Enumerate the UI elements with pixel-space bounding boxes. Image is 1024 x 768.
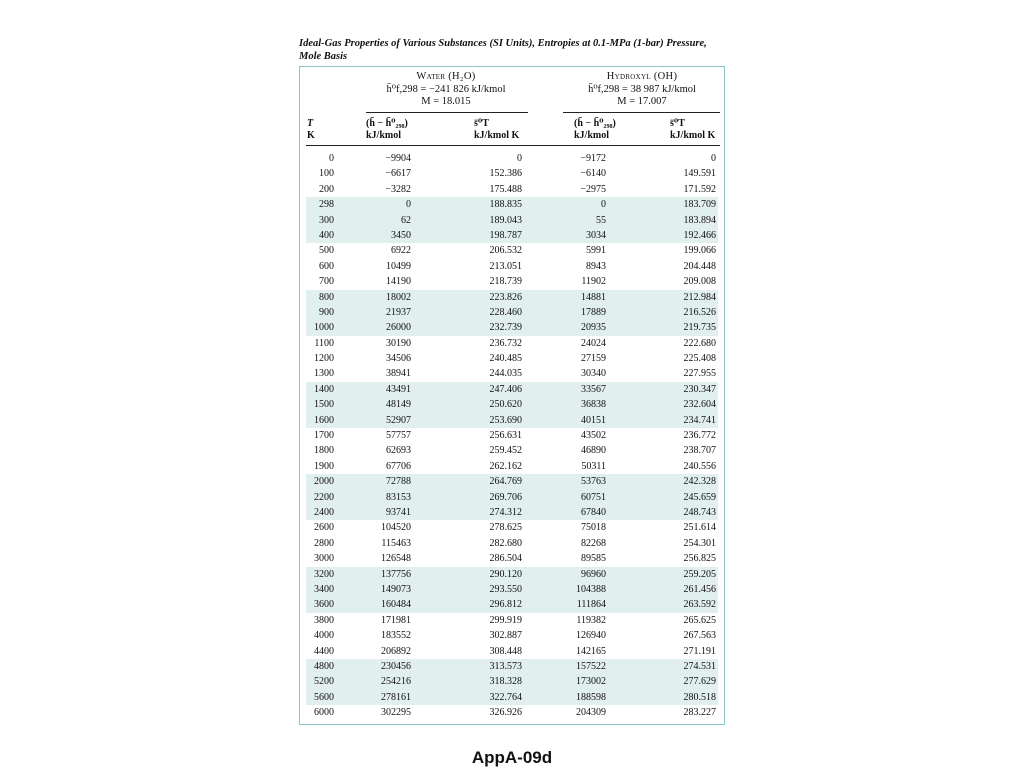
cell-temperature: 1900 xyxy=(314,460,334,472)
cell-temperature: 1200 xyxy=(314,353,334,365)
cell-hydroxyl-enthalpy: 173002 xyxy=(576,676,606,688)
cell-hydroxyl-entropy: 280.518 xyxy=(683,691,716,703)
cell-water-enthalpy: 43491 xyxy=(386,383,411,395)
table-row xyxy=(306,490,718,505)
table-row xyxy=(306,228,718,243)
cell-hydroxyl-entropy: 259.205 xyxy=(683,568,716,580)
cell-water-entropy: 282.680 xyxy=(489,537,522,549)
cell-hydroxyl-entropy: 277.629 xyxy=(683,676,716,688)
cell-water-entropy: 213.051 xyxy=(489,260,522,272)
hydroxyl-name: Hydroxyl (OH) xyxy=(606,71,678,82)
cell-hydroxyl-entropy: 225.408 xyxy=(683,353,716,365)
cell-water-entropy: 240.485 xyxy=(489,353,522,365)
property-table xyxy=(299,66,725,725)
cell-water-enthalpy: 302295 xyxy=(381,707,411,719)
table-row xyxy=(306,613,718,628)
cell-water-enthalpy: 26000 xyxy=(386,322,411,334)
cell-water-entropy: 244.035 xyxy=(489,368,522,380)
hydroxyl-enthalpy-formation: h̄⁰f,298 = 38 987 kJ/kmol xyxy=(588,83,696,95)
table-row xyxy=(306,397,718,412)
water-group-rule xyxy=(366,112,528,113)
cell-hydroxyl-entropy: 219.735 xyxy=(683,322,716,334)
table-row xyxy=(306,197,718,212)
col-hydroxyl-enthalpy-unit: kJ/kmol xyxy=(574,130,610,141)
slide-label: AppA-09d xyxy=(471,748,553,767)
cell-hydroxyl-enthalpy: 11902 xyxy=(581,276,606,288)
cell-water-enthalpy: 160484 xyxy=(381,599,411,611)
cell-water-entropy: 198.787 xyxy=(489,229,522,241)
cell-water-entropy: 326.926 xyxy=(489,707,522,719)
cell-water-entropy: 250.620 xyxy=(489,399,522,411)
cell-water-enthalpy: 171981 xyxy=(381,614,411,626)
cell-water-enthalpy: 254216 xyxy=(381,676,411,688)
cell-temperature: 300 xyxy=(319,214,334,226)
cell-hydroxyl-enthalpy: −9172 xyxy=(580,153,606,164)
table-row xyxy=(306,674,718,689)
cell-water-enthalpy: 0 xyxy=(406,199,411,211)
cell-temperature: 0 xyxy=(329,153,334,164)
table-row xyxy=(306,213,718,228)
cell-hydroxyl-entropy: 192.466 xyxy=(683,229,716,241)
table-row xyxy=(306,628,718,643)
cell-water-entropy: 296.812 xyxy=(489,599,522,611)
table-row xyxy=(306,274,718,289)
table-row xyxy=(306,536,718,551)
cell-temperature: 1600 xyxy=(314,414,334,426)
cell-water-enthalpy: 48149 xyxy=(386,399,411,411)
cell-water-enthalpy: 93741 xyxy=(386,506,411,518)
cell-temperature: 4800 xyxy=(314,660,334,672)
cell-hydroxyl-enthalpy: 142165 xyxy=(576,645,606,657)
cell-water-entropy: 188.835 xyxy=(489,199,522,211)
col-water-entropy-unit: kJ/kmol K xyxy=(474,130,520,141)
cell-hydroxyl-entropy: 204.448 xyxy=(683,260,716,272)
cell-water-entropy: 218.739 xyxy=(489,276,522,288)
cell-hydroxyl-enthalpy: 111864 xyxy=(576,599,606,611)
cell-temperature: 3200 xyxy=(314,568,334,580)
cell-temperature: 2000 xyxy=(314,476,334,488)
cell-temperature: 6000 xyxy=(314,707,334,719)
cell-water-entropy: 256.631 xyxy=(489,430,522,442)
cell-temperature: 298 xyxy=(319,199,334,211)
cell-hydroxyl-entropy: 242.328 xyxy=(683,476,716,488)
cell-hydroxyl-enthalpy: 104388 xyxy=(576,583,606,595)
cell-hydroxyl-enthalpy: −2975 xyxy=(580,183,606,195)
cell-hydroxyl-enthalpy: 40151 xyxy=(581,414,606,426)
cell-water-entropy: 247.406 xyxy=(489,383,522,395)
cell-water-enthalpy: 83153 xyxy=(386,491,411,503)
cell-water-enthalpy: 34506 xyxy=(386,353,411,365)
col-hydroxyl-entropy xyxy=(670,118,715,142)
cell-hydroxyl-entropy: 199.066 xyxy=(683,245,716,257)
table-row xyxy=(306,320,718,335)
col-hydroxyl-enthalpy xyxy=(574,118,616,142)
table-row xyxy=(306,413,718,428)
cell-temperature: 2800 xyxy=(314,537,334,549)
cell-water-entropy: 262.162 xyxy=(489,460,522,472)
cell-water-enthalpy: −3282 xyxy=(385,183,411,195)
hydroxyl-molar-mass: M = 17.007 xyxy=(617,96,667,107)
cell-water-enthalpy: 149073 xyxy=(381,583,411,595)
cell-hydroxyl-enthalpy: 17889 xyxy=(581,306,606,318)
table-row xyxy=(306,644,718,659)
table-row xyxy=(306,690,718,705)
cell-hydroxyl-entropy: 183.709 xyxy=(683,199,716,211)
cell-hydroxyl-enthalpy: 157522 xyxy=(576,660,606,672)
cell-water-enthalpy: 67706 xyxy=(386,460,411,472)
table-row xyxy=(306,567,718,582)
table-row xyxy=(306,705,718,720)
cell-temperature: 1700 xyxy=(314,430,334,442)
table-row xyxy=(306,382,718,397)
col-water-entropy-symbol: s̄⁰T xyxy=(474,118,489,129)
cell-temperature: 2400 xyxy=(314,506,334,518)
cell-water-entropy: 236.732 xyxy=(489,337,522,349)
cell-hydroxyl-enthalpy: 96960 xyxy=(581,568,606,580)
cell-hydroxyl-entropy: 267.563 xyxy=(683,630,716,642)
cell-hydroxyl-enthalpy: 50311 xyxy=(581,460,606,472)
cell-hydroxyl-entropy: 212.984 xyxy=(683,291,716,303)
table-row xyxy=(306,259,718,274)
cell-water-enthalpy: 14190 xyxy=(386,276,411,288)
cell-water-entropy: 259.452 xyxy=(489,445,522,457)
cell-hydroxyl-entropy: 245.659 xyxy=(683,491,716,503)
cell-hydroxyl-enthalpy: 204309 xyxy=(576,707,606,719)
cell-hydroxyl-enthalpy: 27159 xyxy=(581,353,606,365)
table-row xyxy=(306,336,718,351)
cell-water-entropy: 286.504 xyxy=(489,553,522,565)
cell-hydroxyl-entropy: 256.825 xyxy=(683,553,716,565)
cell-hydroxyl-entropy: 230.347 xyxy=(683,383,716,395)
cell-water-entropy: 318.328 xyxy=(489,676,522,688)
table-row xyxy=(306,505,718,520)
cell-hydroxyl-enthalpy: 75018 xyxy=(581,522,606,534)
cell-temperature: 3000 xyxy=(314,553,334,565)
cell-temperature: 1400 xyxy=(314,383,334,395)
cell-hydroxyl-entropy: 240.556 xyxy=(683,460,716,472)
cell-water-entropy: 308.448 xyxy=(489,645,522,657)
table-row xyxy=(306,182,718,197)
cell-hydroxyl-entropy: 283.227 xyxy=(683,707,716,719)
cell-hydroxyl-entropy: 171.592 xyxy=(683,183,716,195)
header-bottom-rule xyxy=(306,145,720,146)
cell-hydroxyl-entropy: 149.591 xyxy=(683,168,716,180)
cell-temperature: 500 xyxy=(319,245,334,257)
cell-water-enthalpy: 183552 xyxy=(381,630,411,642)
cell-water-entropy: 293.550 xyxy=(489,583,522,595)
cell-hydroxyl-entropy: 271.191 xyxy=(683,645,716,657)
cell-hydroxyl-enthalpy: 14881 xyxy=(581,291,606,303)
cell-water-enthalpy: −9904 xyxy=(385,153,411,164)
cell-temperature: 5600 xyxy=(314,691,334,703)
cell-water-entropy: 175.488 xyxy=(489,183,522,195)
cell-temperature: 4400 xyxy=(314,645,334,657)
cell-water-enthalpy: 104520 xyxy=(381,522,411,534)
cell-hydroxyl-enthalpy: 33567 xyxy=(581,383,606,395)
water-molar-mass: M = 18.015 xyxy=(421,96,471,107)
cell-hydroxyl-enthalpy: 3034 xyxy=(586,229,606,241)
cell-hydroxyl-enthalpy: 8943 xyxy=(586,260,606,272)
cell-water-entropy: 264.769 xyxy=(489,476,522,488)
cell-hydroxyl-enthalpy: 30340 xyxy=(581,368,606,380)
cell-water-enthalpy: 57757 xyxy=(386,430,411,442)
cell-hydroxyl-entropy: 238.707 xyxy=(683,445,716,457)
cell-hydroxyl-enthalpy: 43502 xyxy=(581,430,606,442)
table-row xyxy=(306,459,718,474)
water-enthalpy-formation: h̄⁰f,298 = −241 826 kJ/kmol xyxy=(386,83,506,95)
table-row xyxy=(306,305,718,320)
cell-temperature: 1300 xyxy=(314,368,334,380)
cell-hydroxyl-enthalpy: 24024 xyxy=(581,337,606,349)
cell-water-enthalpy: 230456 xyxy=(381,660,411,672)
table-row xyxy=(306,290,718,305)
cell-water-enthalpy: 115463 xyxy=(381,537,411,549)
col-temperature-symbol: T xyxy=(307,118,314,129)
cell-hydroxyl-enthalpy: −6140 xyxy=(580,168,606,180)
cell-hydroxyl-enthalpy: 82268 xyxy=(581,537,606,549)
cell-water-enthalpy: 62 xyxy=(401,214,411,226)
cell-hydroxyl-enthalpy: 89585 xyxy=(581,553,606,565)
col-temperature xyxy=(307,118,315,142)
cell-temperature: 1800 xyxy=(314,445,334,457)
cell-hydroxyl-enthalpy: 20935 xyxy=(581,322,606,334)
cell-water-entropy: 223.826 xyxy=(489,291,522,303)
col-water-entropy xyxy=(474,118,519,142)
cell-hydroxyl-enthalpy: 46890 xyxy=(581,445,606,457)
cell-water-enthalpy: 6922 xyxy=(391,245,411,257)
cell-temperature: 3400 xyxy=(314,583,334,595)
table-row xyxy=(306,597,718,612)
cell-water-entropy: 269.706 xyxy=(489,491,522,503)
cell-water-entropy: 228.460 xyxy=(489,306,522,318)
cell-water-entropy: 290.120 xyxy=(489,568,522,580)
cell-temperature: 700 xyxy=(319,276,334,288)
water-header xyxy=(366,71,526,109)
cell-temperature: 3600 xyxy=(314,599,334,611)
cell-hydroxyl-entropy: 234.741 xyxy=(683,414,716,426)
cell-hydroxyl-entropy: 209.008 xyxy=(683,276,716,288)
col-water-enthalpy-symbol: (h̄ − h̄⁰₂₉₈) xyxy=(366,118,408,129)
cell-temperature: 100 xyxy=(319,168,334,180)
col-temperature-unit: K xyxy=(307,130,315,141)
cell-water-entropy: 0 xyxy=(517,153,522,164)
cell-water-entropy: 299.919 xyxy=(489,614,522,626)
cell-water-entropy: 274.312 xyxy=(489,506,522,518)
table-row xyxy=(306,659,718,674)
cell-hydroxyl-entropy: 254.301 xyxy=(683,537,716,549)
cell-water-entropy: 232.739 xyxy=(489,322,522,334)
table-row xyxy=(306,243,718,258)
cell-water-enthalpy: 72788 xyxy=(386,476,411,488)
cell-water-entropy: 313.573 xyxy=(489,660,522,672)
cell-hydroxyl-entropy: 261.456 xyxy=(683,583,716,595)
cell-temperature: 1500 xyxy=(314,399,334,411)
cell-water-enthalpy: 278161 xyxy=(381,691,411,703)
cell-water-enthalpy: 38941 xyxy=(386,368,411,380)
cell-temperature: 400 xyxy=(319,229,334,241)
table-row xyxy=(306,166,718,181)
cell-temperature: 900 xyxy=(319,306,334,318)
cell-hydroxyl-entropy: 265.625 xyxy=(683,614,716,626)
table-row xyxy=(306,474,718,489)
hydroxyl-header xyxy=(562,71,722,109)
cell-hydroxyl-entropy: 263.592 xyxy=(683,599,716,611)
cell-hydroxyl-entropy: 0 xyxy=(711,153,716,164)
cell-water-entropy: 278.625 xyxy=(489,522,522,534)
cell-hydroxyl-entropy: 232.604 xyxy=(683,399,716,411)
cell-hydroxyl-enthalpy: 67840 xyxy=(581,506,606,518)
table-row xyxy=(306,428,718,443)
cell-hydroxyl-entropy: 216.526 xyxy=(683,306,716,318)
cell-water-enthalpy: −6617 xyxy=(385,168,411,180)
cell-water-enthalpy: 52907 xyxy=(386,414,411,426)
cell-water-enthalpy: 126548 xyxy=(381,553,411,565)
table-row xyxy=(306,551,718,566)
cell-hydroxyl-enthalpy: 188598 xyxy=(576,691,606,703)
col-hydroxyl-entropy-unit: kJ/kmol K xyxy=(670,130,716,141)
col-hydroxyl-entropy-symbol: s̄⁰T xyxy=(670,118,685,129)
cell-water-enthalpy: 3450 xyxy=(391,229,411,241)
table-row xyxy=(306,443,718,458)
table-row xyxy=(306,151,718,166)
cell-hydroxyl-entropy: 227.955 xyxy=(683,368,716,380)
table-row xyxy=(306,582,718,597)
table-title: Ideal-Gas Properties of Various Substances (SI Units), Entropies at 0.1-MPa (1-bar) Pressure, Mole Basis xyxy=(299,38,707,62)
cell-water-enthalpy: 62693 xyxy=(386,445,411,457)
table-row xyxy=(306,366,718,381)
cell-water-enthalpy: 30190 xyxy=(386,337,411,349)
cell-hydroxyl-enthalpy: 119382 xyxy=(576,614,606,626)
cell-temperature: 3800 xyxy=(314,614,334,626)
cell-water-entropy: 322.764 xyxy=(489,691,522,703)
col-hydroxyl-enthalpy-symbol: (h̄ − h̄⁰₂₉₈) xyxy=(574,118,616,129)
cell-hydroxyl-enthalpy: 53763 xyxy=(581,476,606,488)
cell-water-entropy: 189.043 xyxy=(489,214,522,226)
cell-water-enthalpy: 206892 xyxy=(381,645,411,657)
cell-hydroxyl-entropy: 183.894 xyxy=(683,214,716,226)
cell-water-entropy: 206.532 xyxy=(489,245,522,257)
cell-water-enthalpy: 10499 xyxy=(386,260,411,272)
cell-temperature: 4000 xyxy=(314,630,334,642)
cell-hydroxyl-entropy: 236.772 xyxy=(683,430,716,442)
cell-temperature: 600 xyxy=(319,260,334,272)
cell-temperature: 2600 xyxy=(314,522,334,534)
table-body xyxy=(306,151,718,720)
cell-hydroxyl-enthalpy: 0 xyxy=(601,199,606,211)
table-row xyxy=(306,520,718,535)
cell-water-enthalpy: 21937 xyxy=(386,306,411,318)
cell-hydroxyl-enthalpy: 36838 xyxy=(581,399,606,411)
hydroxyl-group-rule xyxy=(563,112,720,113)
cell-temperature: 2200 xyxy=(314,491,334,503)
cell-hydroxyl-entropy: 274.531 xyxy=(683,660,716,672)
cell-temperature: 5200 xyxy=(314,676,334,688)
table-row xyxy=(306,351,718,366)
cell-temperature: 200 xyxy=(319,183,334,195)
cell-temperature: 1100 xyxy=(314,337,334,349)
cell-hydroxyl-entropy: 251.614 xyxy=(683,522,716,534)
col-water-enthalpy xyxy=(366,118,408,142)
col-water-enthalpy-unit: kJ/kmol xyxy=(366,130,402,141)
cell-water-entropy: 152.386 xyxy=(489,168,522,180)
cell-hydroxyl-entropy: 222.680 xyxy=(683,337,716,349)
cell-hydroxyl-enthalpy: 55 xyxy=(596,214,606,226)
cell-hydroxyl-enthalpy: 5991 xyxy=(586,245,606,257)
cell-water-enthalpy: 18002 xyxy=(386,291,411,303)
cell-temperature: 800 xyxy=(319,291,334,303)
cell-water-entropy: 253.690 xyxy=(489,414,522,426)
cell-hydroxyl-entropy: 248.743 xyxy=(683,506,716,518)
cell-hydroxyl-enthalpy: 126940 xyxy=(576,630,606,642)
cell-temperature: 1000 xyxy=(314,322,334,334)
cell-hydroxyl-enthalpy: 60751 xyxy=(581,491,606,503)
cell-water-entropy: 302.887 xyxy=(489,630,522,642)
water-name: Water (H₂O) xyxy=(416,71,476,82)
cell-water-enthalpy: 137756 xyxy=(381,568,411,580)
